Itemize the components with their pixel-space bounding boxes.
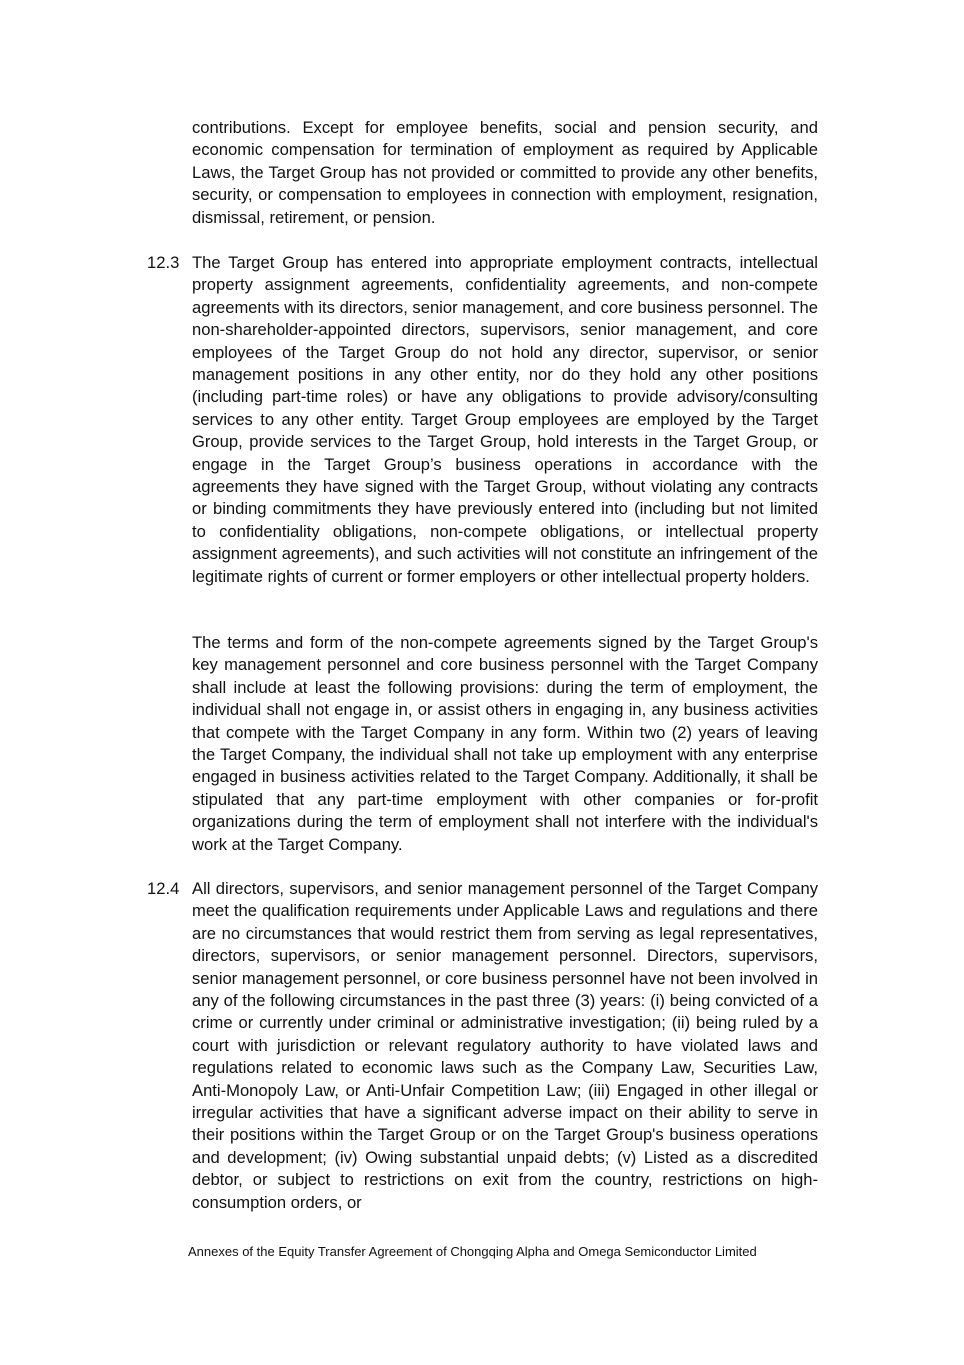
section-12-4-paragraph-1: All directors, supervisors, and senior management personnel of the Target Company meet the qualification requirements under Applicable Laws and regulations and there are no circumstances that would restrict them from serving as legal representatives, directors, supervisors, or senior management personnel. Directors, supervisors, senior management personnel, or core business personnel have not been involved in any of the following circumstances in the past three (3) years: (i) being convicted of a crime or currently under criminal or administrative investigation; (ii) being ruled by a court with jurisdiction or relevant regulatory authority to have violated laws and regulations related to economic laws such as the Company Law, Securities Law, Anti-Monopoly Law, or Anti-Unfair Competition Law; (iii) Engaged in other illegal or irregular activities that have a significant adverse impact on their ability to serve in their positions within the Target Group or on the Target Group's business operations and development; (iv) Owing substantial unpaid debts; (v) Listed as a discredited debtor, or subject to restrictions on exit from the country, restrictions on high-consumption orders, or <box>192 879 818 1212</box>
section-number-12-3: 12.3 <box>147 253 180 272</box>
section-12-3-paragraph-2: The terms and form of the non-compete agreements signed by the Target Group's key management personnel and core business personnel with the Target Company shall include at least the following provisions: during the term of employment, the individual shall not engage in, or assist others in engaging in, any business activities that compete with the Target Company in any form. Within two (2) years of leaving the Target Company, the individual shall not take up employment with any enterprise engaged in business activities related to the Target Company. Additionally, it shall be stipulated that any part-time employment with other companies or for-profit organizations during the term of employment shall not interfere with the individual's work at the Target Company. <box>192 633 818 854</box>
continuation-paragraph: contributions. Except for employee benefits, social and pension security, and economic compensation for termination of employment as required by Applicable Laws, the Target Group has not provided or committed to provide any other benefits, security, or compensation to employees in connection with employment, resignation, dismissal, retirement, or pension. <box>192 118 818 227</box>
page-footer: Annexes of the Equity Transfer Agreement of Chongqing Alpha and Omega Semiconductor Limited <box>188 1244 757 1259</box>
section-12-3-paragraph-1: The Target Group has entered into appropriate employment contracts, intellectual property assignment agreements, confidentiality agreements, and non-compete agreements with its directors, senior management, and core business personnel. The non-shareholder-appointed directors, supervisors, senior management, and core employees of the Target Group do not hold any director, supervisor, or senior management positions in any other entity, nor do they hold any other positions (including part-time roles) or have any obligations to provide advisory/consulting services to any other entity. Target Group employees are employed by the Target Group, provide services to the Target Group, hold interests in the Target Group, or engage in the Target Group’s business operations in accordance with the agreements they have signed with the Target Group, without violating any contracts or binding commitments they have previously entered into (including but not limited to confidentiality obligations, non-compete obligations, or intellectual property assignment agreements), and such activities will not constitute an infringement of the legitimate rights of current or former employers or other intellectual property holders. <box>192 253 818 586</box>
section-number-12-4: 12.4 <box>147 879 180 898</box>
